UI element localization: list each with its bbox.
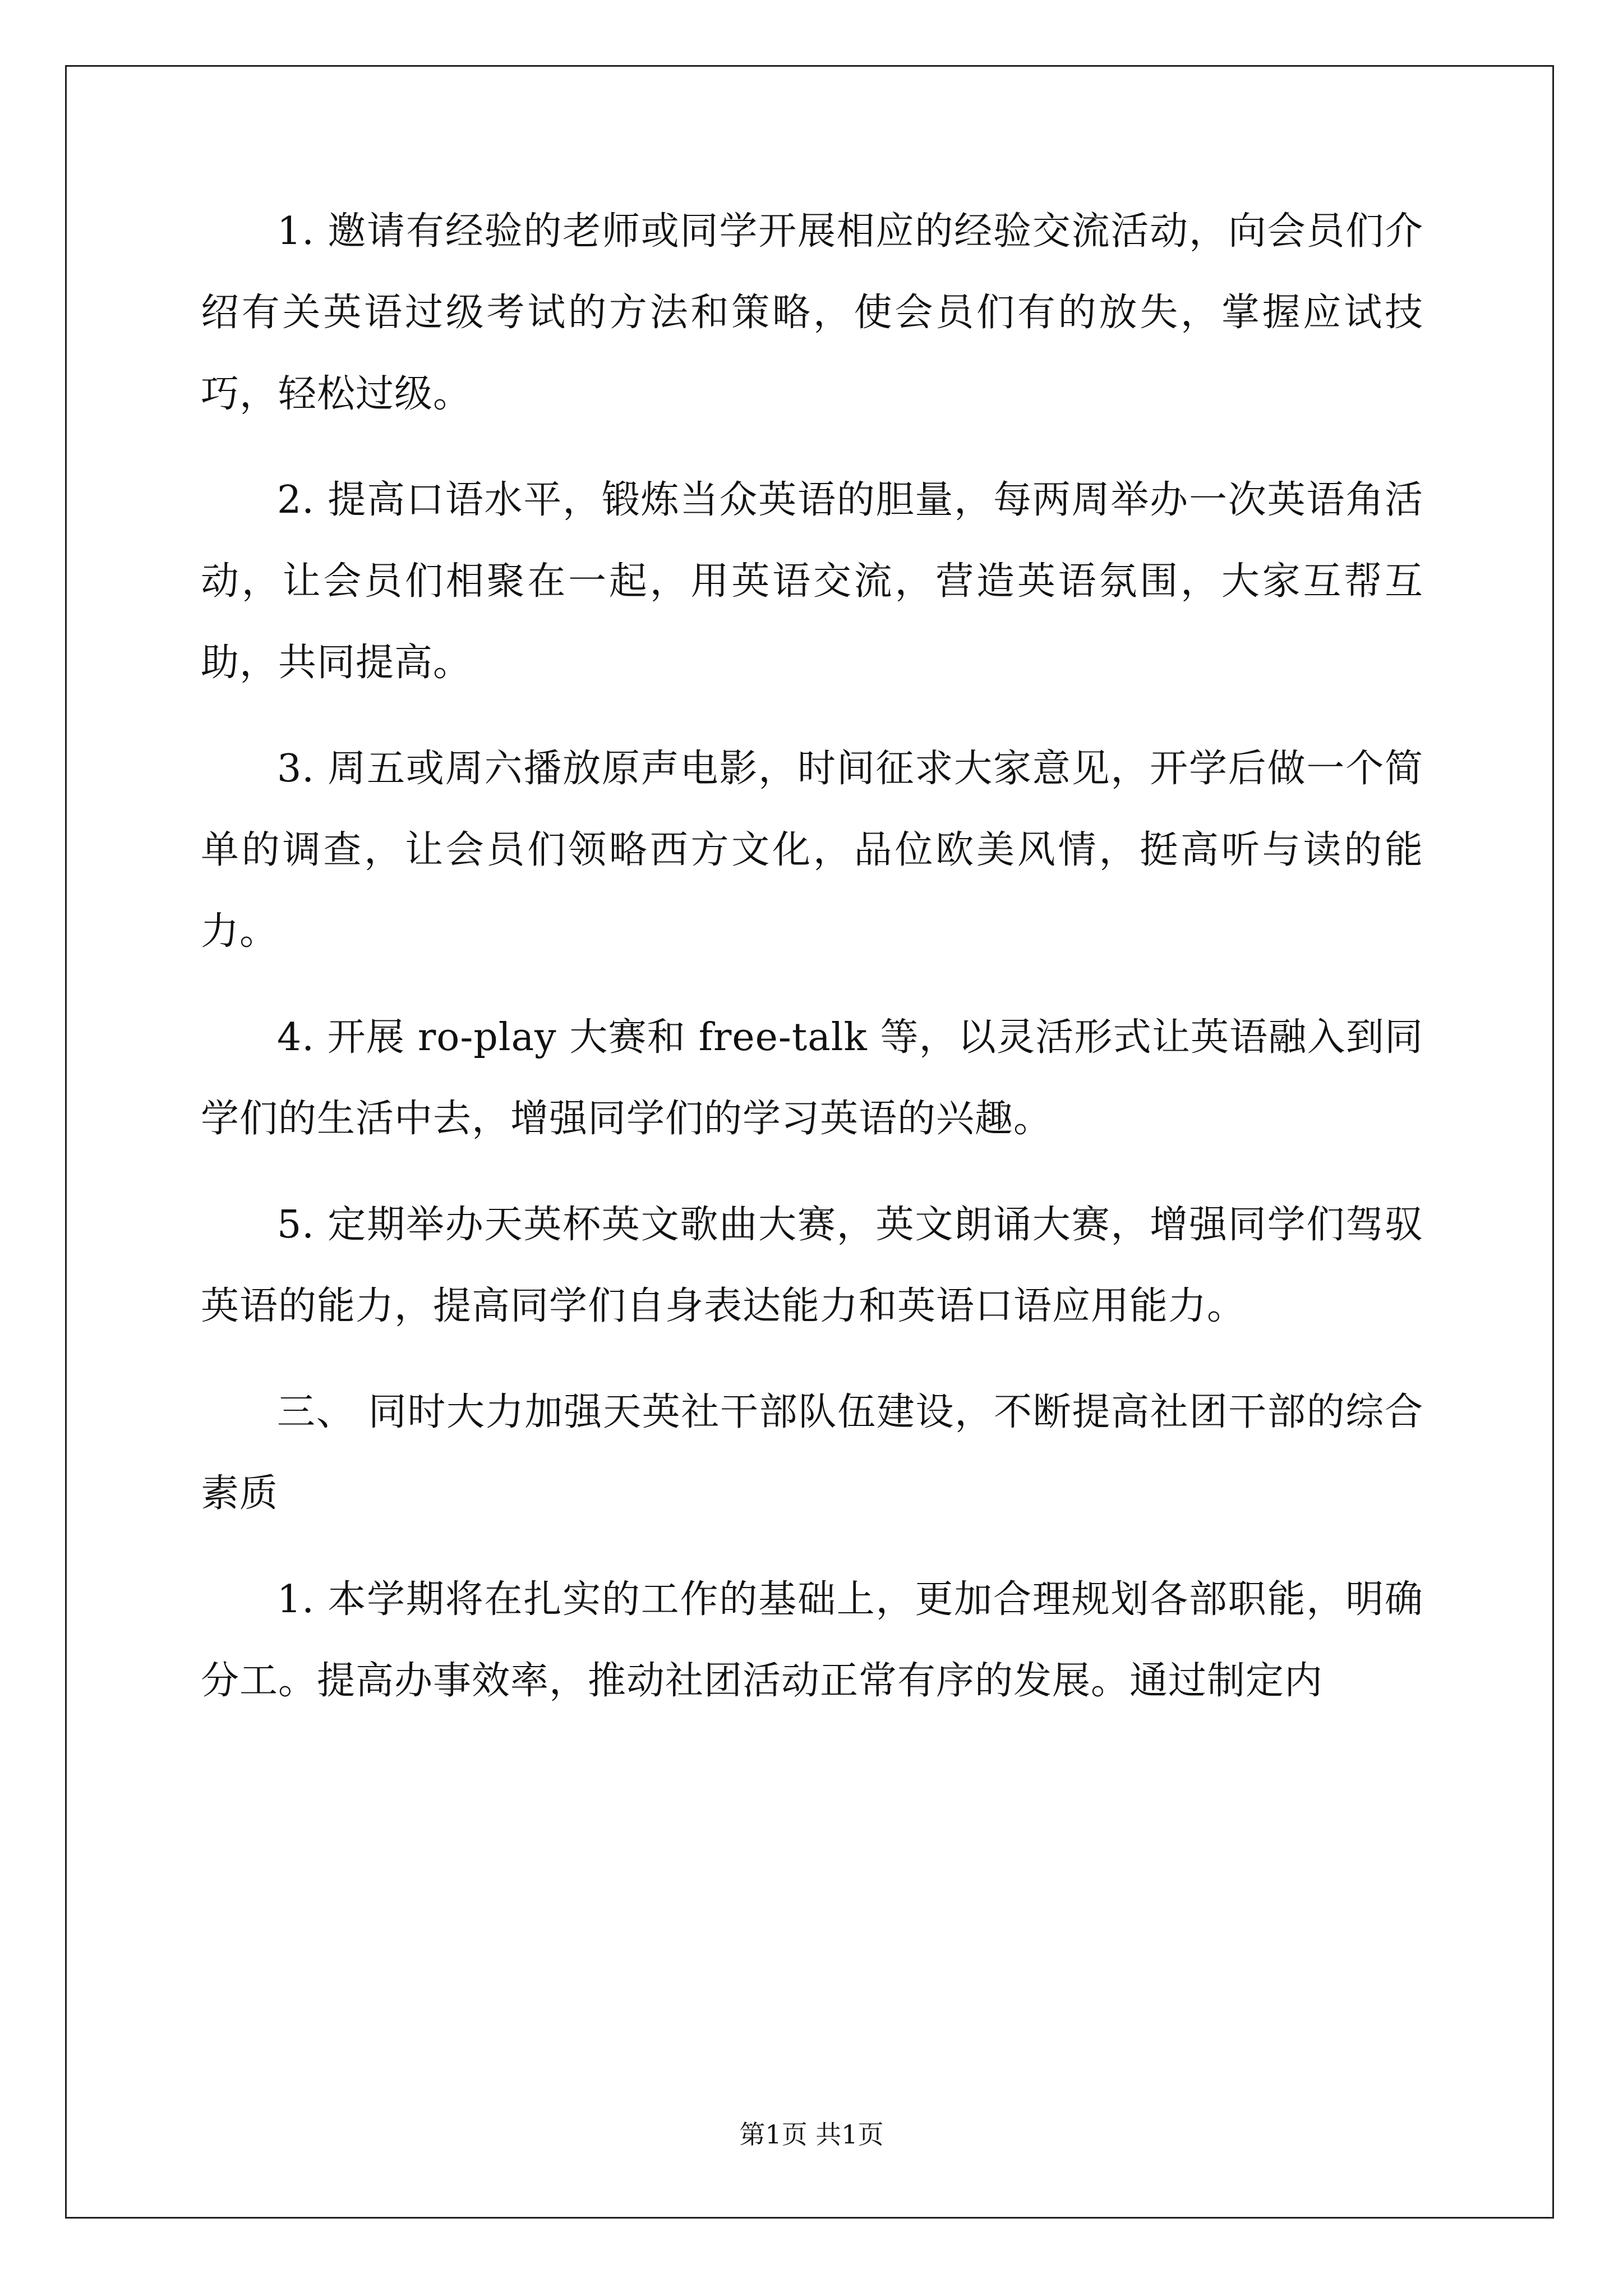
paragraph-item-4: 4. 开展 ro-play 大赛和 free-talk 等，以灵活形式让英语融入到同学们的生活中去，增强同学们的学习英语的兴趣。 bbox=[201, 1015, 1423, 1141]
paragraph-item-5: 5. 定期举办天英杯英文歌曲大赛，英文朗诵大赛，增强同学们驾驭英语的能力，提高同学们自身表达能力和英语口语应用能力。 bbox=[201, 1203, 1423, 1328]
paragraph-item-2: 2. 提高口语水平，锻炼当众英语的胆量，每两周举办一次英语角活动，让会员们相聚在一起，用英语交流，营造英语氛围，大家互帮互助，共同提高。 bbox=[201, 478, 1423, 685]
page-footer: 第1页 共1页 bbox=[739, 2119, 884, 2150]
document-body bbox=[201, 191, 1423, 1746]
paragraph-item-3: 3. 周五或周六播放原声电影，时间征求大家意见，开学后做一个简单的调查，让会员们领略西方文化，品位欧美风情，挺高听与读的能力。 bbox=[201, 747, 1423, 954]
paragraph-item-section-three-1: 1. 本学期将在扎实的工作的基础上，更加合理规划各部职能，明确分工。提高办事效率，推动社团活动正常有序的发展。通过制定内 bbox=[201, 1577, 1423, 1703]
section-heading-three: 三、 同时大力加强天英社干部队伍建设，不断提高社团干部的综合素质 bbox=[201, 1390, 1423, 1516]
paragraph-item-1: 1. 邀请有经验的老师或同学开展相应的经验交流活动，向会员们介绍有关英语过级考试的方法和策略，使会员们有的放失，掌握应试技巧，轻松过级。 bbox=[201, 209, 1423, 416]
